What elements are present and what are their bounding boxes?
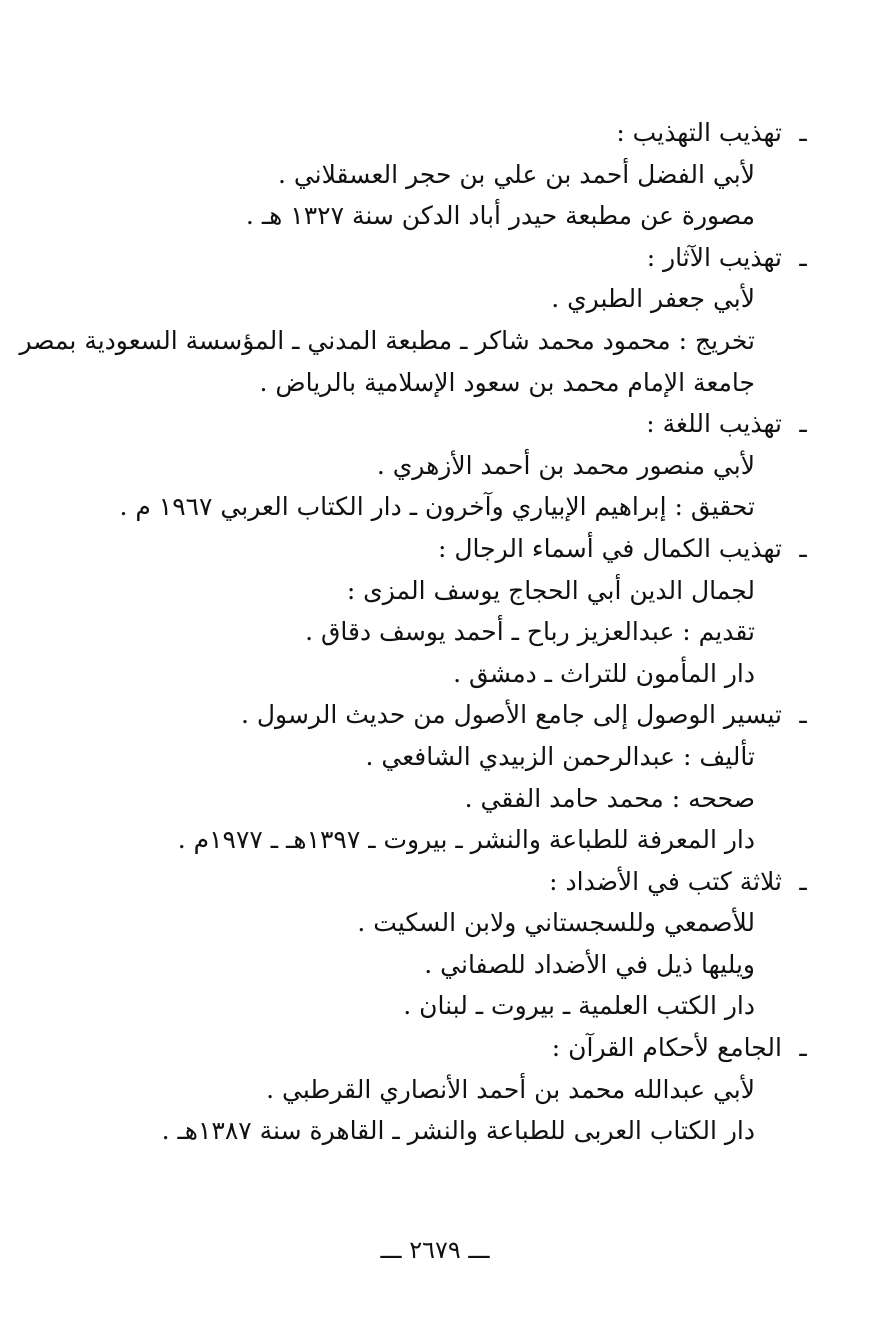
- bibliography-entry: [85, 694, 810, 860]
- bibliography-entry: [19, 237, 810, 403]
- bibliography-page: [19, 112, 810, 1152]
- entry-title: تهذيب الآثار :: [646, 242, 782, 272]
- entry-title-line: [85, 1027, 810, 1069]
- entry-detail: لأبي منصور محمد بن أحمد الأزهري .: [376, 450, 755, 480]
- entry-detail: مصورة عن مطبعة حيدر أباد الدكن سنة ١٣٢٧ هـ .: [245, 201, 755, 231]
- entry-detail: للأصمعي وللسجستاني ولابن السكيت .: [357, 908, 755, 938]
- entry-detail: لأبي الفضل أحمد بن علي بن حجر العسقلاني .: [277, 159, 755, 189]
- entry-dash: ـ: [799, 118, 807, 147]
- entry-title-line: [85, 694, 810, 736]
- entry-detail: تحقيق : إبراهيم الإبياري وآخرون ـ دار الكتاب العربي ١٩٦٧ م .: [119, 492, 755, 522]
- entry-detail: لأبي عبدالله محمد بن أحمد الأنصاري القرطبي .: [266, 1074, 755, 1104]
- bibliography-entry: [85, 861, 810, 1027]
- entry-detail: لجمال الدين أبي الحجاج يوسف المزى :: [346, 575, 755, 605]
- entry-dash: ـ: [799, 242, 807, 272]
- entry-detail: دار المأمون للتراث ـ دمشق .: [453, 658, 755, 688]
- entry-detail: تأليف : عبدالرحمن الزبيدي الشافعي .: [365, 741, 755, 771]
- entry-detail: دار المعرفة للطباعة والنشر ـ بيروت ـ ١٣٩٧هـ ـ ١٩٧٧م .: [177, 825, 755, 855]
- entry-title-line: [85, 403, 810, 445]
- entry-title: تهذيب الكمال في أسماء الرجال :: [438, 533, 782, 563]
- page-number: ـــ ٢٦٧٩ ـــ: [380, 1236, 490, 1264]
- entry-dash: ـ: [799, 866, 807, 896]
- entry-detail: تخريج : محمود محمد شاكر ـ مطبعة المدني ـ المؤسسة السعودية بمصر: [19, 325, 755, 355]
- entry-detail: لأبي جعفر الطبري .: [551, 284, 755, 314]
- entry-title: ثلاثة كتب في الأضداد :: [549, 866, 782, 896]
- bibliography-entry: [85, 528, 810, 694]
- entry-title-line: [85, 112, 810, 154]
- entry-detail: صححه : محمد حامد الفقي .: [464, 783, 755, 813]
- bibliography-entry: [85, 403, 810, 528]
- entry-title-line: [85, 528, 810, 570]
- entry-dash: ـ: [799, 409, 807, 439]
- entry-dash: ـ: [799, 533, 807, 563]
- entry-detail: ويليها ذيل في الأضداد للصفاني .: [424, 949, 755, 979]
- entry-title-line: [85, 861, 810, 903]
- entry-dash: ـ: [799, 1033, 807, 1063]
- entry-detail: دار الكتب العلمية ـ بيروت ـ لبنان .: [403, 991, 755, 1021]
- entry-title: الجامع لأحكام القرآن :: [551, 1033, 782, 1063]
- entry-title: تهذيب اللغة :: [646, 409, 782, 439]
- entry-title-line: [85, 237, 810, 279]
- entry-detail: تقديم : عبدالعزيز رباح ـ أحمد يوسف دقاق .: [305, 617, 755, 647]
- entry-dash: ـ: [799, 700, 807, 730]
- entry-title: تيسير الوصول إلى جامع الأصول من حديث الرسول .: [240, 700, 782, 730]
- bibliography-entry: [85, 112, 810, 237]
- entry-detail: دار الكتاب العربى للطباعة والنشر ـ القاهرة سنة ١٣٨٧هـ .: [161, 1116, 755, 1146]
- bibliography-entry: [85, 1027, 810, 1152]
- entry-detail: جامعة الإمام محمد بن سعود الإسلامية بالرياض .: [259, 367, 755, 397]
- entry-title: تهذيب التهذيب :: [616, 118, 782, 147]
